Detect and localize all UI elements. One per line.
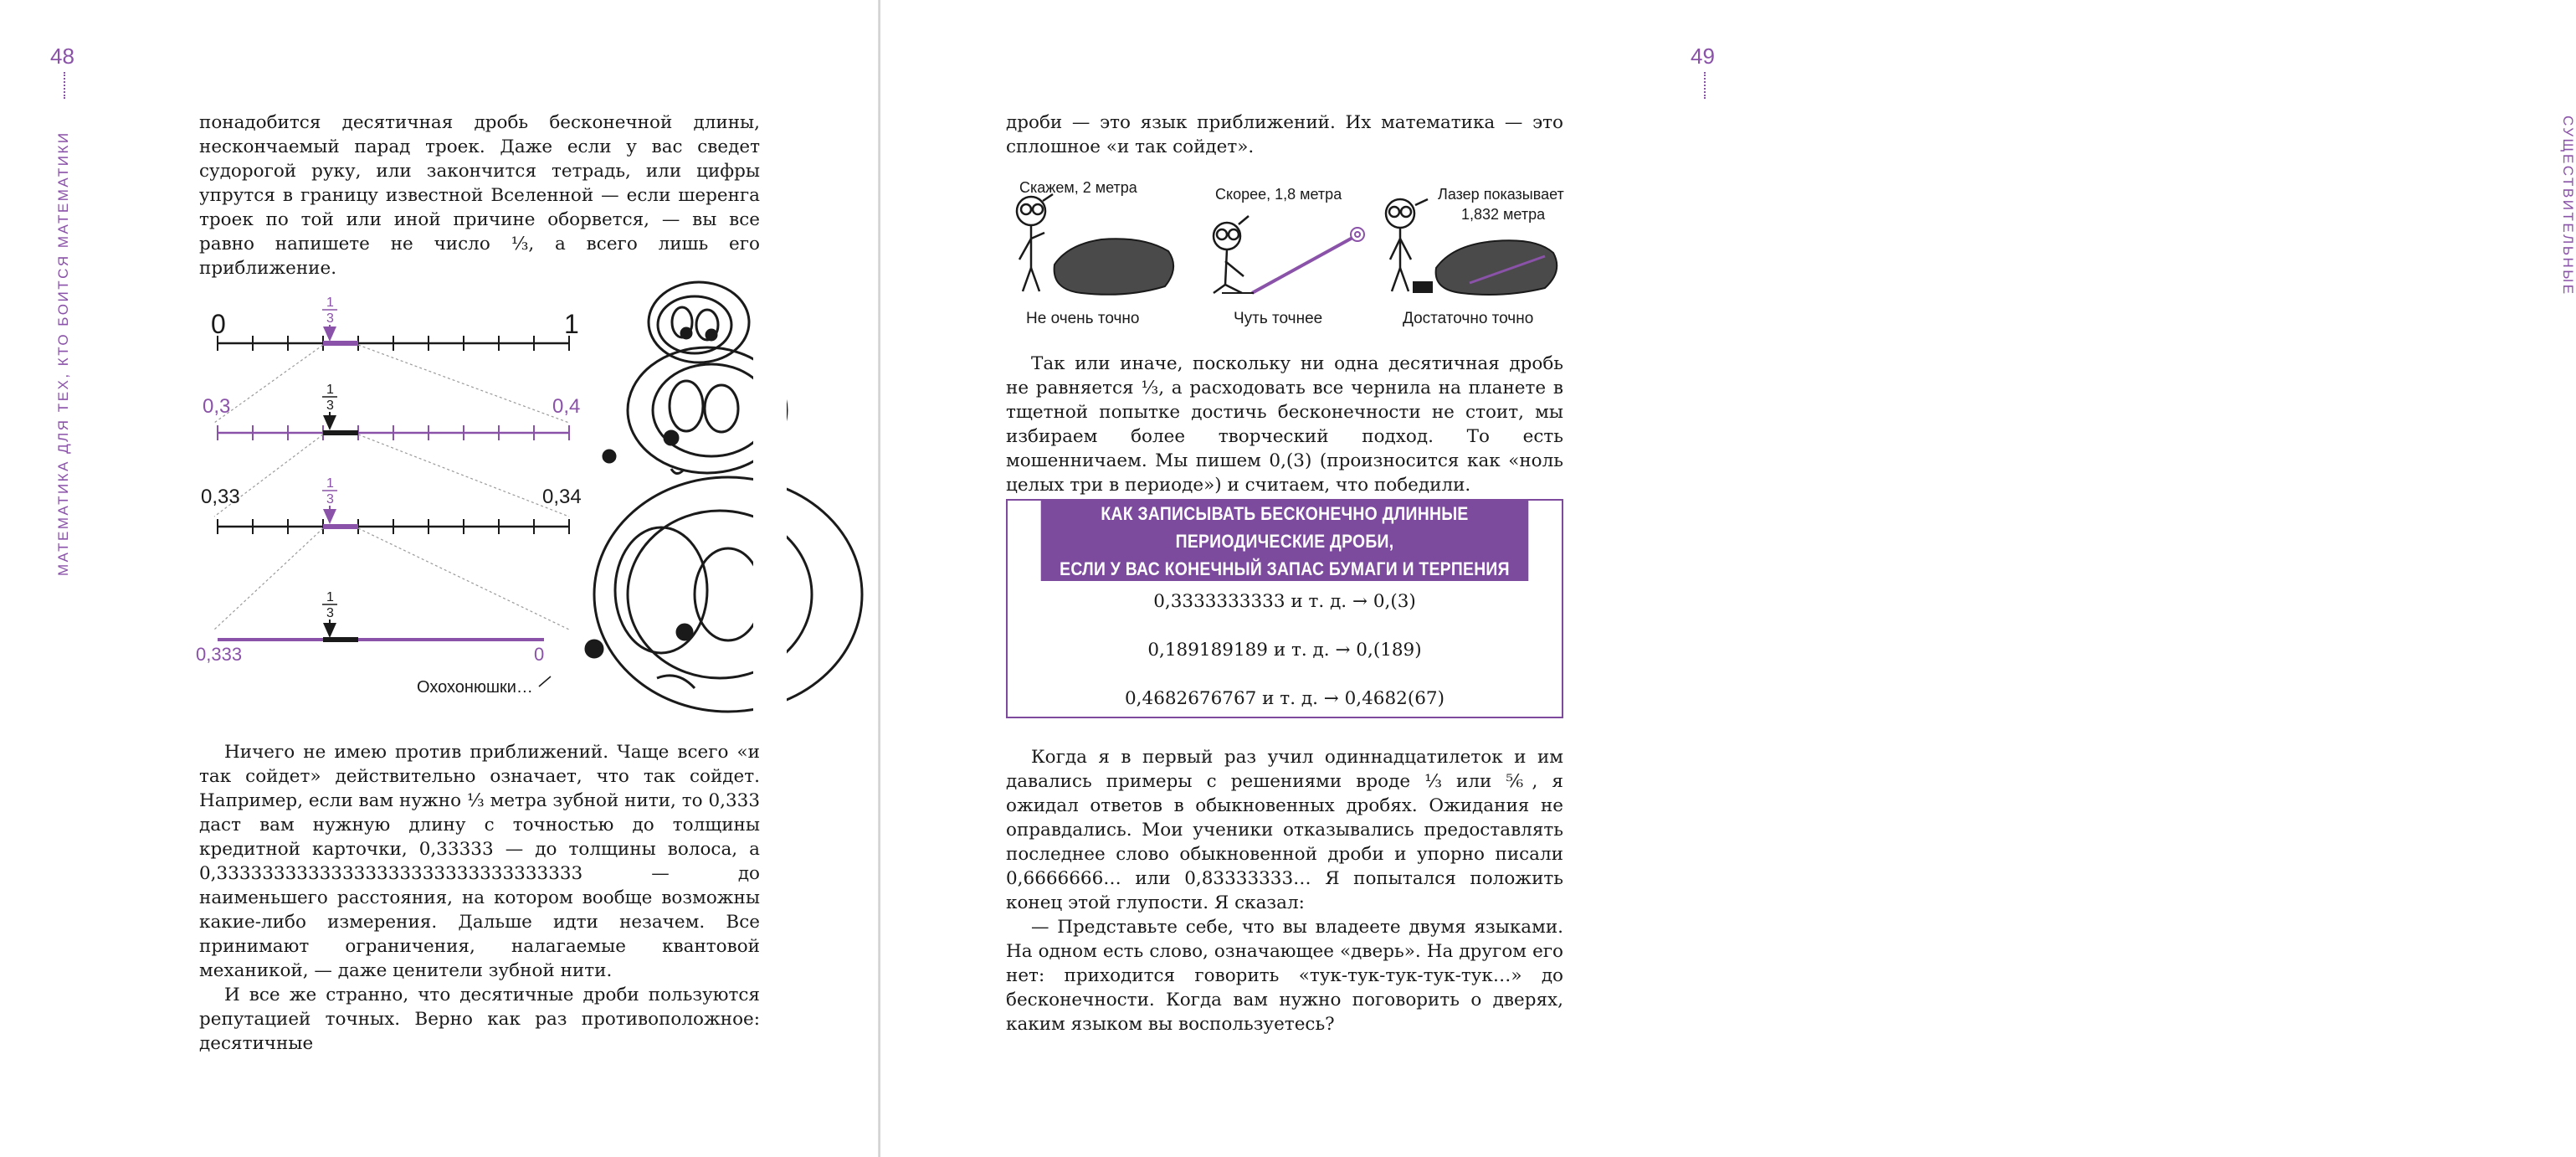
speech-1-8-meters: Скорее, 1,8 метра [1215, 186, 1342, 203]
speech-2-meters: Скажем, 2 метра [1019, 179, 1137, 196]
cartoon-creatures [586, 282, 862, 712]
zoom-guide [214, 528, 323, 630]
box-row-1: 0,3333333333 и т. д. → 0,(3) [1153, 591, 1416, 612]
box-row-3: 0,4682676767 и т. д. → 0,4682(67) [1125, 688, 1445, 709]
caption-precise-enough: Достаточно точно [1403, 310, 1534, 327]
line1-left-label: 0 [211, 309, 226, 339]
zoom-guide [358, 435, 569, 517]
svg-text:1: 1 [326, 383, 334, 397]
dotted-leader [64, 72, 65, 99]
line2-right-label: 0,4 [552, 395, 581, 418]
fraction-marker-3 [322, 476, 337, 517]
svg-text:3: 3 [326, 492, 334, 507]
fraction-marker-1 [322, 296, 337, 335]
line3-left-label: 0,33 [201, 486, 240, 508]
page-number-left: 48 [50, 44, 74, 69]
page-number-right: 49 [1691, 44, 1715, 69]
line3-right-label: 0,34 [542, 486, 582, 508]
caption-slightly-more: Чуть точнее [1234, 310, 1323, 327]
box-title-line1: КАК ЗАПИСЫВАТЬ БЕСКОНЕЧНО ДЛИННЫЕ ПЕРИОДИЧЕСКИЕ ДРОБИ, [1101, 502, 1469, 552]
svg-text:1: 1 [326, 296, 334, 310]
right-top-text: дроби — это язык приближений. Их математика — это сплошное «и так сойдет». [1006, 112, 1563, 157]
box-header [1041, 501, 1529, 581]
speech-laser-line2: 1,832 метра [1461, 206, 1546, 223]
number-line-figure [192, 276, 778, 712]
svg-text:1: 1 [326, 590, 334, 604]
svg-text:3: 3 [326, 606, 334, 620]
right-middle-paragraph: Так или иначе, поскольку ни одна десятичная дробь не равняется ⅓, а расходовать все чернила на планете в тщетной попытке достичь бесконечности не стоит, мы избираем более творческий подход. То есть мошенничаем. Мы пишем 0,(3) (произносится как «ноль целых три в периоде») и считаем, что победили. [1006, 353, 1563, 496]
speech-laser-line1: Лазер показывает [1438, 186, 1564, 203]
left-page [0, 0, 880, 1157]
box-title-line2: ЕСЛИ У ВАС КОНЕЧНЫЙ ЗАПАС БУМАГИ И ТЕРПЕНИЯ [1060, 558, 1510, 579]
zoom-guide [214, 345, 323, 423]
left-top-paragraph: понадобится десятичная дробь бесконечной длины, нескончаемый парад троек. Даже если у вас сведет судорогой руку, или закончится тетрадь, или цифры упрутся в границу известной Вселенной — если шеренга троек по той или иной причине оборвется, — вы все равно напишете не число ⅓, а всего лишь его приближение. [199, 112, 760, 279]
speech-ohohonyushki: Охохонюшки… [417, 678, 533, 697]
box-row-2: 0,189189189 и т. д. → 0,(189) [1147, 640, 1422, 661]
fraction-marker-4 [322, 590, 337, 631]
dotted-leader [1704, 72, 1706, 99]
line1-right-label: 1 [564, 309, 579, 339]
svg-text:3: 3 [326, 399, 334, 413]
running-head-right: СУЩЕСТВИТЕЛЬНЫЕ [2560, 116, 2576, 296]
caption-not-precise: Не очень точно [1026, 310, 1140, 327]
line4-left-label: 0,333 [196, 644, 243, 665]
measurement-comic [1001, 167, 1587, 335]
svg-text:1: 1 [326, 476, 334, 491]
line4-right-label: 0 [534, 644, 545, 665]
svg-text:3: 3 [326, 311, 334, 326]
line2-left-label: 0,3 [203, 395, 231, 418]
right-bottom-text: Когда я в первый раз учил одиннадцатилеток и им давались примеры с решениями вроде ⅓ или ⅚, я ожидал ответов в обыкновенных дробях. Ожидания не оправдались. Мои ученики отказывались предоставлять последнее слово обыкновенной дроби и упорно писали 0,6666666… или 0,83333333… Я попытался положить конец этой глупости. Я сказал: — Представьте себе, что вы владеете двумя языками. На одном есть слово, означающее «дверь». На другом его нет: приходится говорить «тук-тук-тук-тук-тук…» до бесконечности. Когда вам нужно поговорить о дверях, каким языком вы воспользуетесь? [1006, 747, 1563, 1035]
zoom-guide [358, 345, 569, 423]
left-bottom-text: Ничего не имею против приближений. Чаще всего «и так сойдет» действительно означает, что так сойдет. Например, если вам нужно ⅓ метра зубной нити, то 0,333 даст вам нужную длину с точностью до толщины кредитной карточки, 0,33333 — до толщины волоса, а 0,33333333333333333333333333333333 — до наименьшего расстояния, на котором вообще возможны какие-либо измерения. Дальше идти незачем. Все принимают ограничения, налагаемые квантовой механикой, — даже ценители зубной нити. И все же странно, что десятичные дроби пользуются репутацией точных. Верно как раз противоположное: десятичные [199, 742, 760, 1054]
fraction-marker-2 [322, 383, 337, 424]
running-head-left: МАТЕМАТИКА ДЛЯ ТЕХ, КТО БОИТСЯ МАТЕМАТИКИ [55, 131, 71, 576]
zoom-guide [358, 528, 569, 630]
periodic-fractions-box [1006, 499, 1563, 718]
